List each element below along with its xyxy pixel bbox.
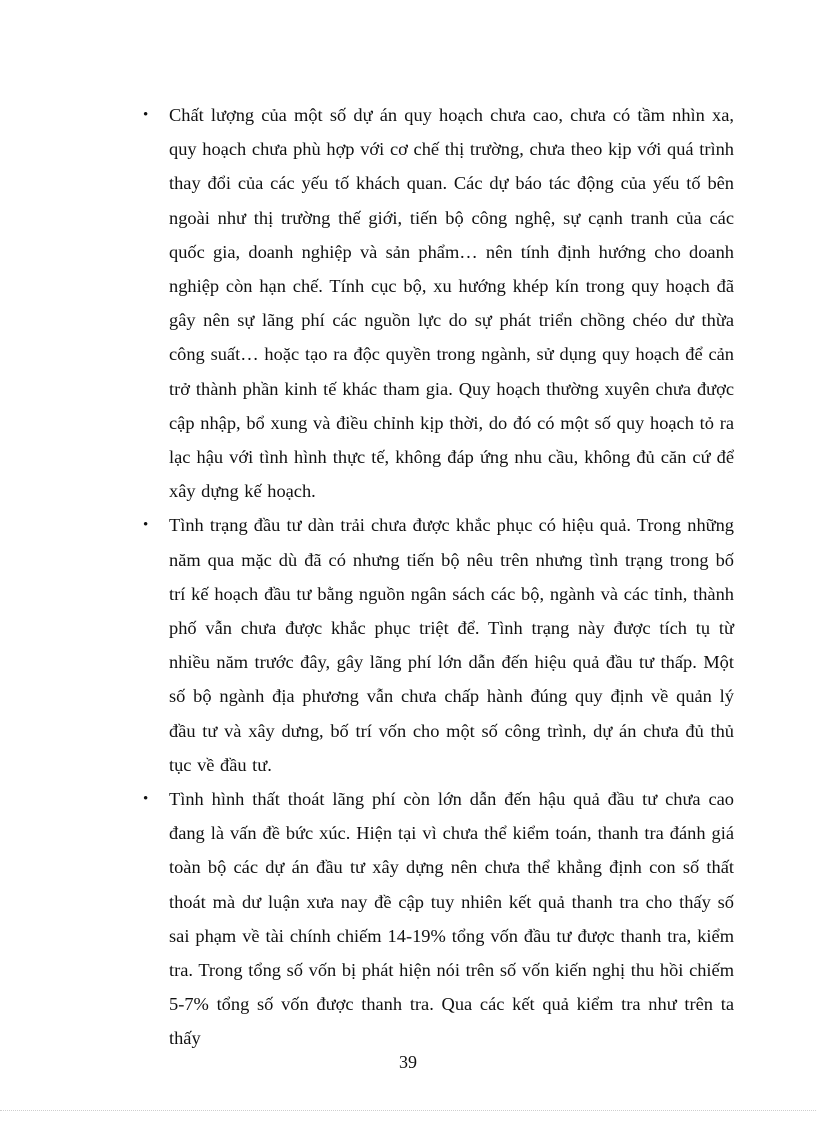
bullet-list [140,98,734,1056]
bullet-text: Chất lượng của một số dự án quy hoạch chưa cao, chưa có tầm nhìn xa, quy hoạch chưa phù hợp với cơ chế thị trường, chưa theo kịp với quá trình thay đổi của các yếu tố khách quan. Các dự báo tác động của yếu tố bên ngoài như thị trường thế giới, tiến bộ công nghệ, sự cạnh tranh của các quốc gia, doanh nghiệp và sản phẩm… nên tính định hướng cho doanh nghiệp còn hạn chế. Tính cục bộ, xu hướng khép kín trong quy hoạch đã gây nên sự lãng phí các nguồn lực do sự phát triển chồng chéo dư thừa công suất… hoặc tạo ra độc quyền trong ngành, sử dụng quy hoạch để cản trở thành phần kinh tế khác tham gia. Quy hoạch thường xuyên chưa được cập nhập, bổ xung và điều chỉnh kịp thời, do đó có một số quy hoạch tỏ ra lạc hậu với tình hình thực tế, không đáp ứng nhu cầu, không đủ căn cứ để xây dựng kế hoạch. [169,105,734,502]
bullet-item-scattered-investment [140,508,734,782]
page-number: 39 [399,1052,417,1072]
bullet-text: Tình hình thất thoát lãng phí còn lớn dẫn đến hậu quả đầu tư chưa cao đang là vấn đề bức xúc. Hiện tại vì chưa thể kiểm toán, thanh tra đánh giá toàn bộ các dự án đầu tư xây dựng nên chưa thể khẳng định con số thất thoát mà dư luận xưa nay đề cập tuy nhiên kết quả thanh tra cho thấy số sai phạm về tài chính chiếm 14-19% tổng vốn đầu tư được thanh tra, kiểm tra. Trong tổng số vốn bị phát hiện nói trên số vốn kiến nghị thu hồi chiếm 5-7% tổng số vốn được thanh tra. Qua các kết quả kiểm tra như trên ta thấy [169,789,734,1049]
bullet-marker: • [143,517,149,534]
bullet-marker: • [143,791,149,808]
page-bottom-divider [0,1110,816,1111]
bullet-item-quality-of-planning [140,98,734,508]
bullet-text: Tình trạng đầu tư dàn trải chưa được khắc phục có hiệu quả. Trong những năm qua mặc dù đã có nhưng tiến bộ nêu trên nhưng tình trạng trong bố trí kế hoạch đầu tư bằng nguồn ngân sách các bộ, ngành và các tỉnh, thành phố vẫn chưa được khắc phục triệt để. Tình trạng này được tích tụ từ nhiều năm trước đây, gây lãng phí lớn dẫn đến hiệu quả đầu tư thấp. Một số bộ ngành địa phương vẫn chưa chấp hành đúng quy định về quản lý đầu tư và xây dưng, bố trí vốn cho một số công trình, dự án chưa đủ thủ tục về đầu tư. [169,515,734,775]
bullet-marker: • [143,107,149,123]
bullet-item-losses-and-waste [140,782,734,1056]
